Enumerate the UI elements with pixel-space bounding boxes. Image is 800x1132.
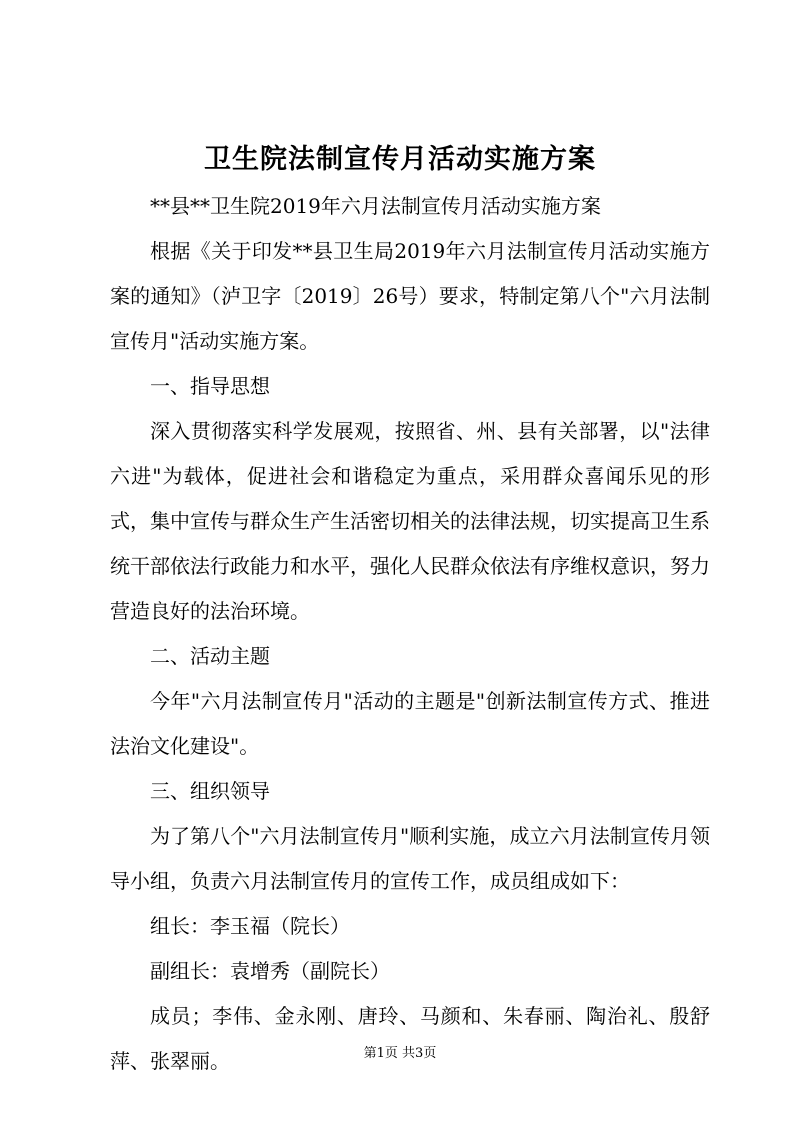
guiding-thought-paragraph: 深入贯彻落实科学发展观，按照省、州、县有关部署，以"法律六进"为载体，促进社会和谐稳定为重点，采用群众喜闻乐见的形式，集中宣传与群众生产生活密切相关的法律法规，切实提高卫生系统干部依法行政能力和水平，强化人民群众依法有序维权意识，努力营造良好的法治环境。 bbox=[110, 419, 710, 623]
deputy-leader-line: 副组长：袁增秀（副院长） bbox=[150, 959, 390, 983]
document-title: 卫生院法制宣传月活动实施方案 bbox=[204, 144, 596, 175]
section-heading-organization: 三、组织领导 bbox=[150, 779, 270, 803]
document-body bbox=[110, 184, 710, 1084]
leader-line: 组长：李玉福（院长） bbox=[150, 914, 350, 938]
section-heading-activity-theme: 二、活动主题 bbox=[150, 644, 270, 668]
section-heading-guiding-thought: 一、指导思想 bbox=[150, 374, 270, 398]
intro-paragraph: 根据《关于印发**县卫生局2019年六月法制宣传月活动实施方案的通知》（泸卫字〔2019〕26号）要求，特制定第八个"六月法制宣传月"活动实施方案。 bbox=[110, 239, 710, 353]
subtitle-paragraph: **县**卫生院2019年六月法制宣传月活动实施方案 bbox=[150, 194, 601, 218]
organization-paragraph: 为了第八个"六月法制宣传月"顺利实施，成立六月法制宣传月领导小组，负责六月法制宣传月的宣传工作，成员组成如下： bbox=[110, 824, 710, 893]
members-line: 成员；李伟、金永刚、唐玲、马颜和、朱春丽、陶治礼、殷舒萍、张翠丽。 bbox=[110, 1004, 710, 1073]
activity-theme-paragraph: 今年"六月法制宣传月"活动的主题是"创新法制宣传方式、推进法治文化建设"。 bbox=[110, 689, 710, 758]
page-number-footer: 第1页 共3页 bbox=[363, 1046, 437, 1061]
